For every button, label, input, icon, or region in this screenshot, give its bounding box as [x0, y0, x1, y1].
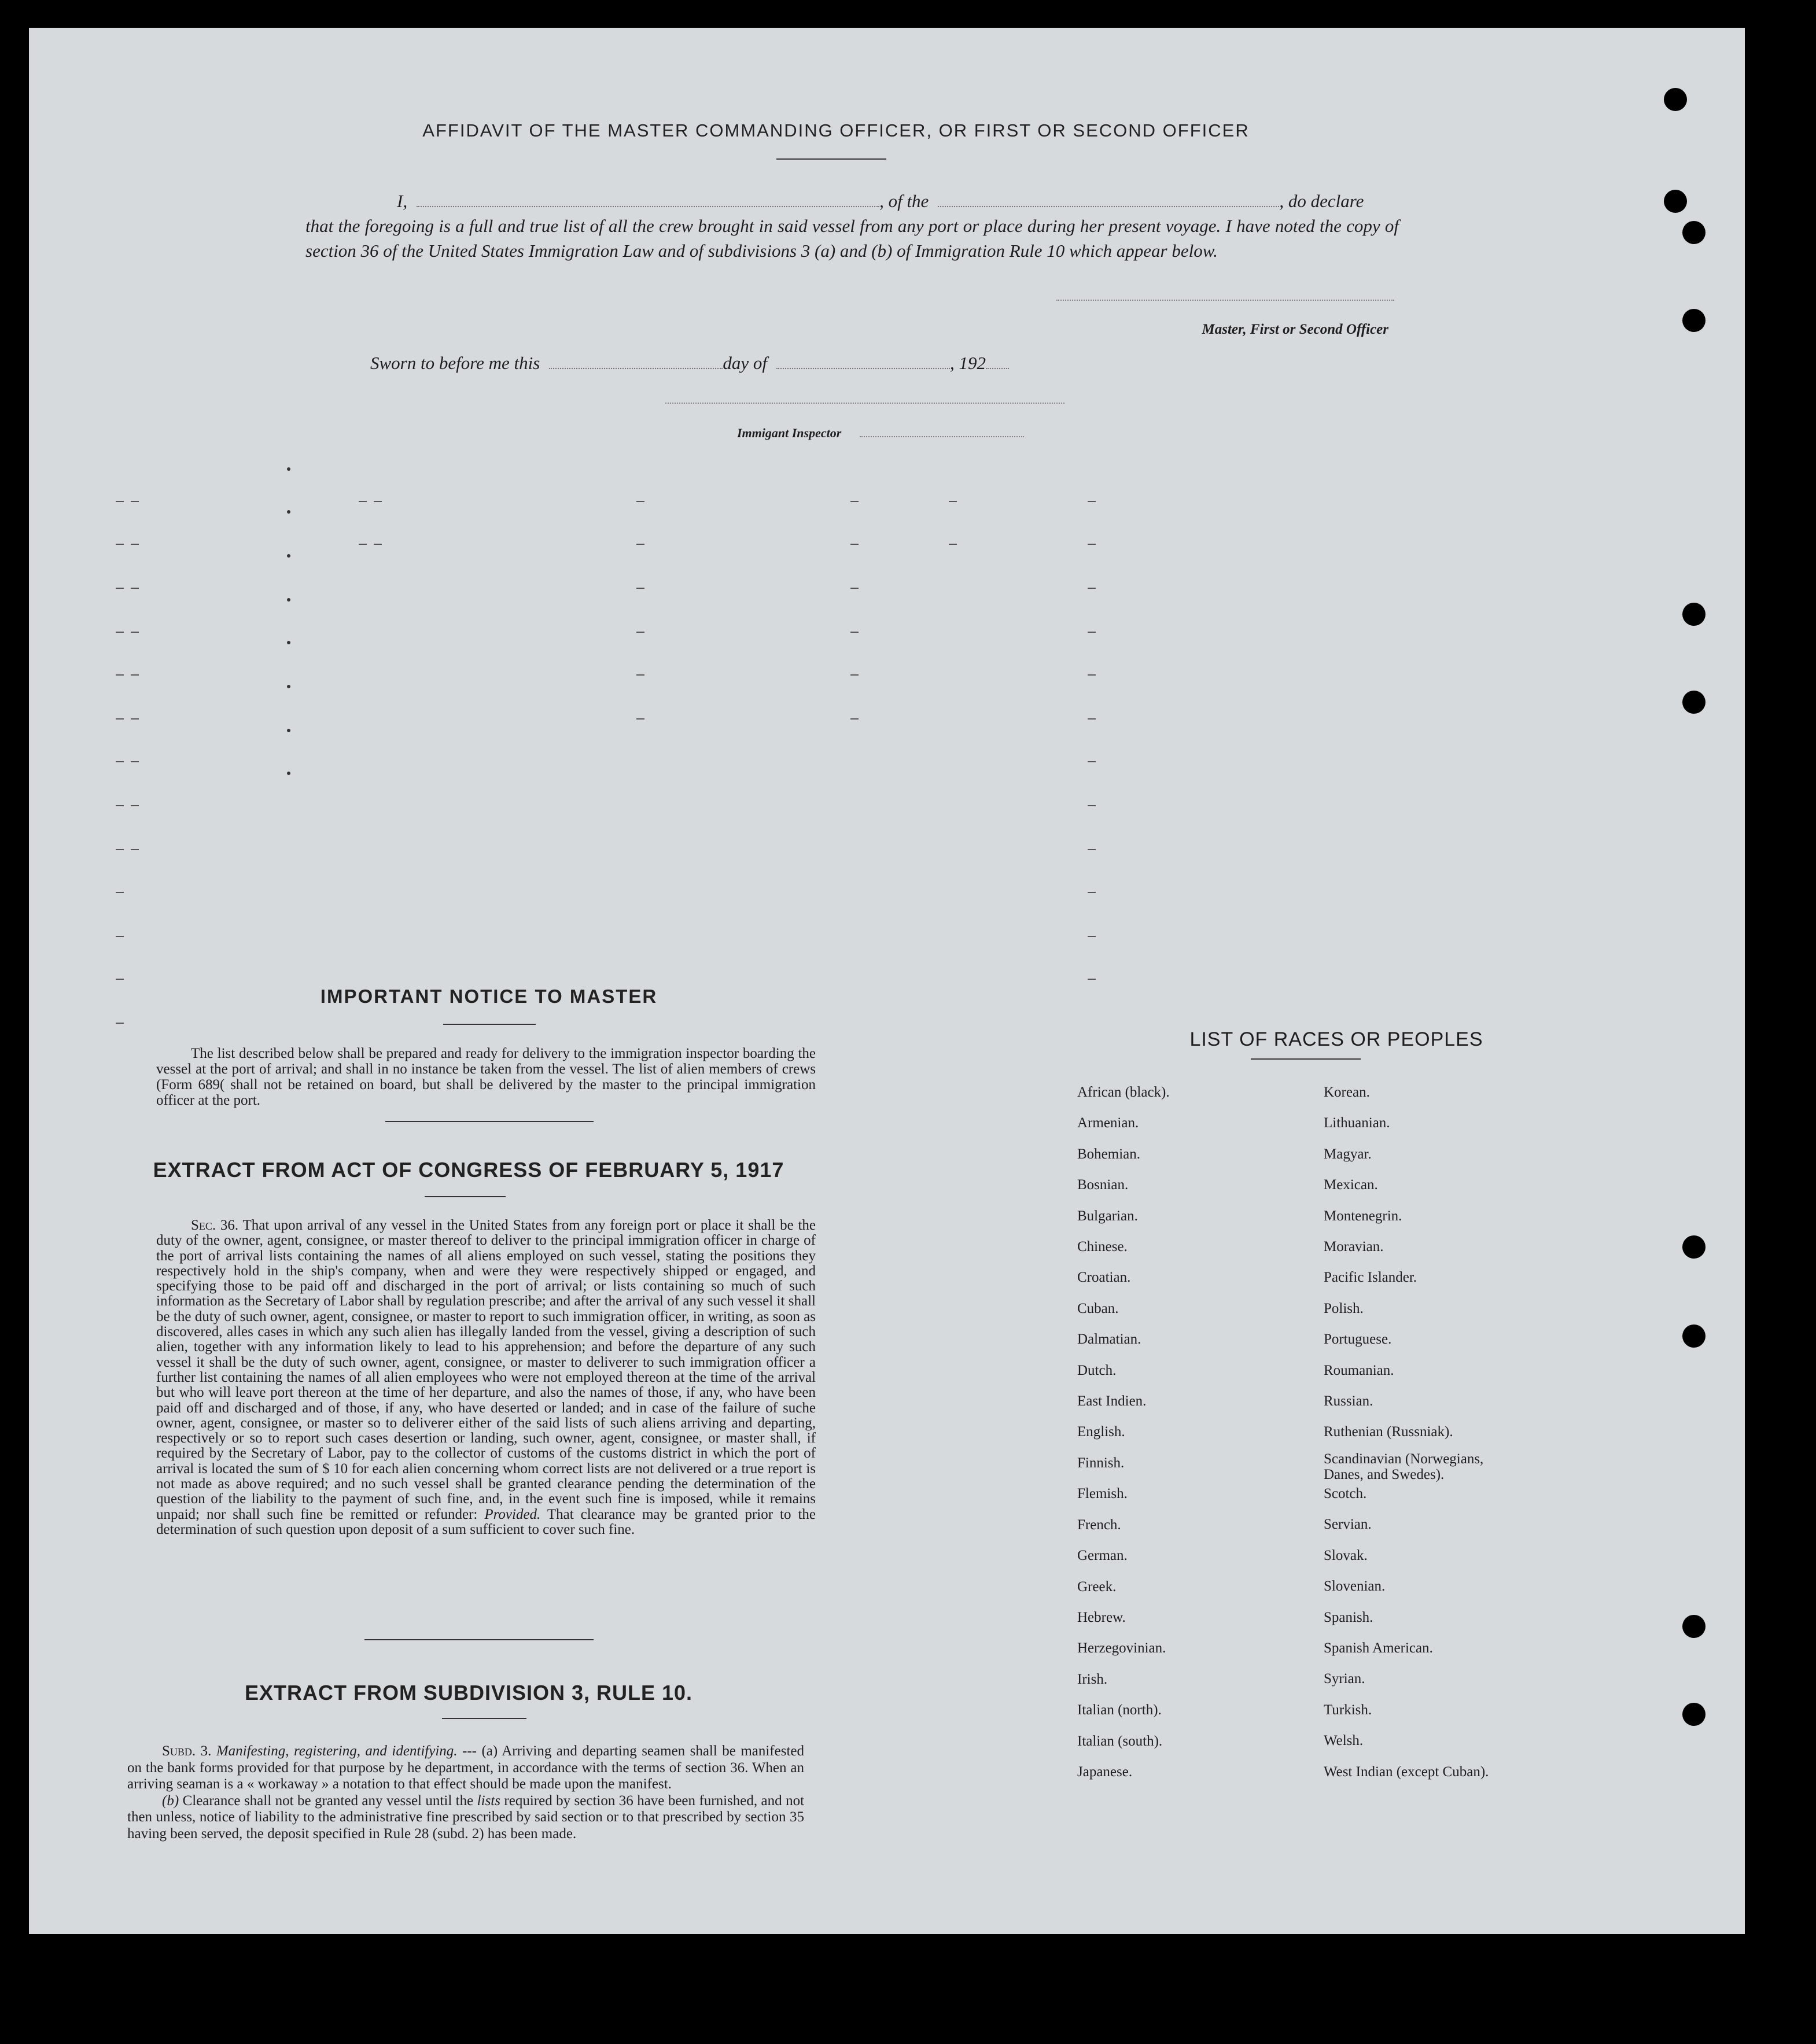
race-item: German.: [1077, 1548, 1128, 1564]
punch-hole: [1682, 691, 1706, 714]
act-rule: [425, 1196, 506, 1197]
day-of-text: day of: [723, 353, 767, 373]
race-item: French.: [1077, 1517, 1121, 1533]
sworn-day-blank[interactable]: [549, 354, 723, 369]
races-left-column: [1077, 1077, 1170, 1787]
subd-heading: Manifesting, registering, and identifying.: [216, 1743, 458, 1759]
act-text: [156, 1218, 816, 1537]
inspector-label: Immigant Inspector: [737, 426, 842, 440]
race-item: Spanish.: [1324, 1609, 1373, 1625]
race-item: Greek.: [1077, 1578, 1117, 1595]
race-item: Bohemian.: [1077, 1146, 1141, 1162]
punch-hole: [1682, 1615, 1706, 1638]
declaration-text: that the foregoing is a full and true list of all the crew brought in said vessel from any port or place during her present voyage. I have noted the copy of section 36 of the United States Immigration Law and of subdivisions 3 (a) and (b) of Immigration Rule 10 which appear below.: [305, 216, 1399, 261]
race-item: Herzegovinian.: [1077, 1640, 1166, 1656]
rule-title-rule: [442, 1718, 526, 1719]
subd-b-paragraph: [127, 1793, 804, 1843]
race-item: Welsh.: [1324, 1733, 1364, 1749]
race-item: Bulgarian.: [1077, 1208, 1138, 1224]
notice-rule: [443, 1024, 536, 1025]
subd-a-paragraph: [127, 1743, 804, 1793]
punch-hole: [1682, 603, 1706, 626]
race-item: Spanish American.: [1324, 1640, 1433, 1656]
race-item: Ruthenian (Russniak).: [1324, 1424, 1453, 1440]
sworn-line: [370, 353, 1009, 374]
races-rule: [1251, 1058, 1361, 1060]
race-item: Dutch.: [1077, 1362, 1117, 1378]
sworn-text: Sworn to before me this: [370, 353, 540, 373]
year-blank[interactable]: [986, 354, 1009, 369]
notice-bottom-rule: [385, 1121, 594, 1122]
act-title: EXTRACT FROM ACT OF CONGRESS OF FEBRUARY 5, 1917: [153, 1158, 784, 1182]
race-item: Portuguese.: [1324, 1331, 1392, 1348]
race-item: Cuban.: [1077, 1300, 1119, 1316]
race-item: Italian (north).: [1077, 1702, 1162, 1718]
subd-b-text-2: required by section 36 have been furnished, and not then unless, notice of liability to the administrative fine prescribed by said section or to that prescribed by section 35 having been served, the deposit specified in Rule 28 (subd. 2) has been made.: [127, 1792, 805, 1842]
vessel-blank[interactable]: [938, 192, 1279, 207]
race-item: Japanese.: [1077, 1763, 1133, 1780]
punch-hole: [1664, 88, 1687, 111]
race-item: Scandinavian (Norwegians, Danes, and Swedes).: [1324, 1451, 1484, 1482]
race-item: Irish.: [1077, 1671, 1108, 1687]
race-item: Turkish.: [1324, 1702, 1372, 1718]
year-prefix: , 192: [949, 353, 986, 373]
race-item: English.: [1077, 1424, 1125, 1440]
race-item: Slovenian.: [1324, 1578, 1386, 1595]
race-item: Russian.: [1324, 1393, 1373, 1410]
race-item: Flemish.: [1077, 1486, 1128, 1502]
name-blank[interactable]: [417, 192, 879, 207]
race-item: East Indien.: [1077, 1393, 1147, 1410]
sec-36-text: That upon arrival of any vessel in the United States from any foreign port or place it shall be the duty of the owner, agent, consignee, or master thereof to deliver to the principal immigration officer in charge of the port of arrival lists containing the names of all aliens employed on such vessel, stating the positions they respectively hold in the ship's company, when and were they were respectively shipped or engaged, and specifying those to be paid off and discharged in the port of arrival; or lists containing so much of such information as the Secretary of Labor shall by regulation prescribe; and after the arrival of any such vessel it shall be the duty of such owner, agent, consignee, or master to report to such immigration officer, in writing, as soon as discovered, alles cases in which any such alien has illegally landed from the vessel, giving a description of such alien, together with any information likely to lead to his apprehension; and before the departure of any such vessel it shall be the duty of such owner, agent, consignee, or master to deliverer to such immigration officer a further list containing the names of all alien employees who were not employed thereon at the time of the arrival but who will leave port thereon at the time of her departure, and also the names of those, if any, who have been paid off and discharged and of those, if any, who have deserted or landed; and in case of the failure of suche owner, agent, consignee, or master so to deliverer either of the said lists of such aliens arriving and departing, respectively or so to report such cases desertion or landing, such owner, agent, consignee, or master shall, if required by the Secretary of Labor, pay to the collector of customs of the customs district in which the port of arrival is located the sum of $ 10 for each alien concerning whom correct lists are not delivered or a true report is not made as above required; and no such vessel shall be granted clearance pending the determination of the question of the liability to the payment of such fine, and, in the event such fine is imposed, while it remains unpaid; nor shall such fine be remitted or refunder:: [156, 1217, 816, 1522]
race-item: Pacific Islander.: [1324, 1270, 1417, 1286]
provided-word: Provided.: [484, 1506, 541, 1522]
subd-a-text: --- (a) Arriving and departing seamen shall be manifested on the bank forms provided for that purpose by he department, in accordance with the terms of section 36. When an arriving seaman is a « workaway » a notation to that effect should be made upon the manifest.: [127, 1743, 804, 1792]
race-item: Italian (south).: [1077, 1733, 1163, 1749]
race-item: Dalmatian.: [1077, 1331, 1141, 1348]
signature-label: Master, First or Second Officer: [1202, 322, 1388, 337]
inspector-signature-line[interactable]: [665, 403, 1064, 404]
title-rule: [776, 158, 886, 160]
sworn-month-blank[interactable]: [776, 354, 950, 369]
subd-label: Subd. 3.: [162, 1743, 212, 1759]
punch-hole: [1682, 1324, 1706, 1348]
races-right-column: [1324, 1077, 1489, 1787]
notice-paragraph: The list described below shall be prepared and ready for delivery to the immigration inspector boarding the vessel at the port of arrival; and shall in no instance be taken from the vessel. The list of alien members of crews (Form 689( shall not be retained on board, but shall be delivered by the master to the principal immigration officer at the port.: [156, 1046, 816, 1108]
race-item: Chinese.: [1077, 1239, 1128, 1255]
race-item: African (black).: [1077, 1084, 1170, 1100]
punch-hole: [1682, 221, 1706, 244]
races-title: LIST OF RACES OR PEOPLES: [1189, 1028, 1483, 1050]
race-item: Mexican.: [1324, 1177, 1378, 1193]
race-item: Armenian.: [1077, 1115, 1139, 1131]
punch-hole: [1682, 309, 1706, 332]
notice-title: IMPORTANT NOTICE TO MASTER: [320, 986, 658, 1007]
race-item: Montenegrin.: [1324, 1208, 1402, 1224]
race-item: Magyar.: [1324, 1146, 1372, 1162]
inspector-name-line[interactable]: [860, 436, 1024, 437]
sec-36-paragraph: [156, 1218, 816, 1537]
race-item: Moravian.: [1324, 1239, 1384, 1255]
race-item: Slovak.: [1324, 1547, 1368, 1563]
affidavit-title: AFFIDAVIT OF THE MASTER COMMANDING OFFICER, OR FIRST OR SECOND OFFICER: [422, 120, 1250, 141]
race-item: Polish.: [1324, 1300, 1364, 1316]
race-item: Finnish.: [1077, 1455, 1125, 1471]
punch-hole: [1682, 1703, 1706, 1726]
race-item: Scotch.: [1324, 1485, 1367, 1501]
punch-hole: [1664, 190, 1687, 213]
sec-label: Sec. 36.: [191, 1217, 239, 1233]
sec-36-text-end: That clearance may be granted prior to the determination of such question upon deposit of a sum sufficient to cover such fine.: [156, 1506, 816, 1537]
subd-b-label: (b): [162, 1792, 179, 1809]
race-item: Croatian.: [1077, 1270, 1131, 1286]
declare-do-declare: , do declare: [1279, 191, 1364, 211]
rule-title: EXTRACT FROM SUBDIVISION 3, RULE 10.: [244, 1681, 693, 1704]
declare-i: I,: [397, 191, 408, 211]
document-page: [29, 28, 1745, 1934]
race-item: Syrian.: [1324, 1671, 1365, 1687]
declare-of-the: , of the: [879, 191, 929, 211]
race-item: Roumanian.: [1324, 1362, 1394, 1378]
rule-text: [127, 1743, 804, 1842]
race-item: Servian.: [1324, 1517, 1372, 1533]
subd-b-text-1: Clearance shall not be granted any vessel until the: [182, 1792, 474, 1809]
race-item: Bosnian.: [1077, 1177, 1129, 1193]
punch-hole: [1682, 1235, 1706, 1259]
act-bottom-rule: [364, 1639, 594, 1640]
race-item: Korean.: [1324, 1084, 1370, 1100]
race-item: Hebrew.: [1077, 1609, 1126, 1625]
signature-line[interactable]: [1056, 300, 1394, 301]
race-item: Lithuanian.: [1324, 1115, 1390, 1131]
race-item: West Indian (except Cuban).: [1324, 1763, 1489, 1780]
subd-b-lists-word: lists: [477, 1792, 500, 1809]
notice-text: [156, 1046, 816, 1108]
affidavit-declaration: [305, 189, 1399, 263]
